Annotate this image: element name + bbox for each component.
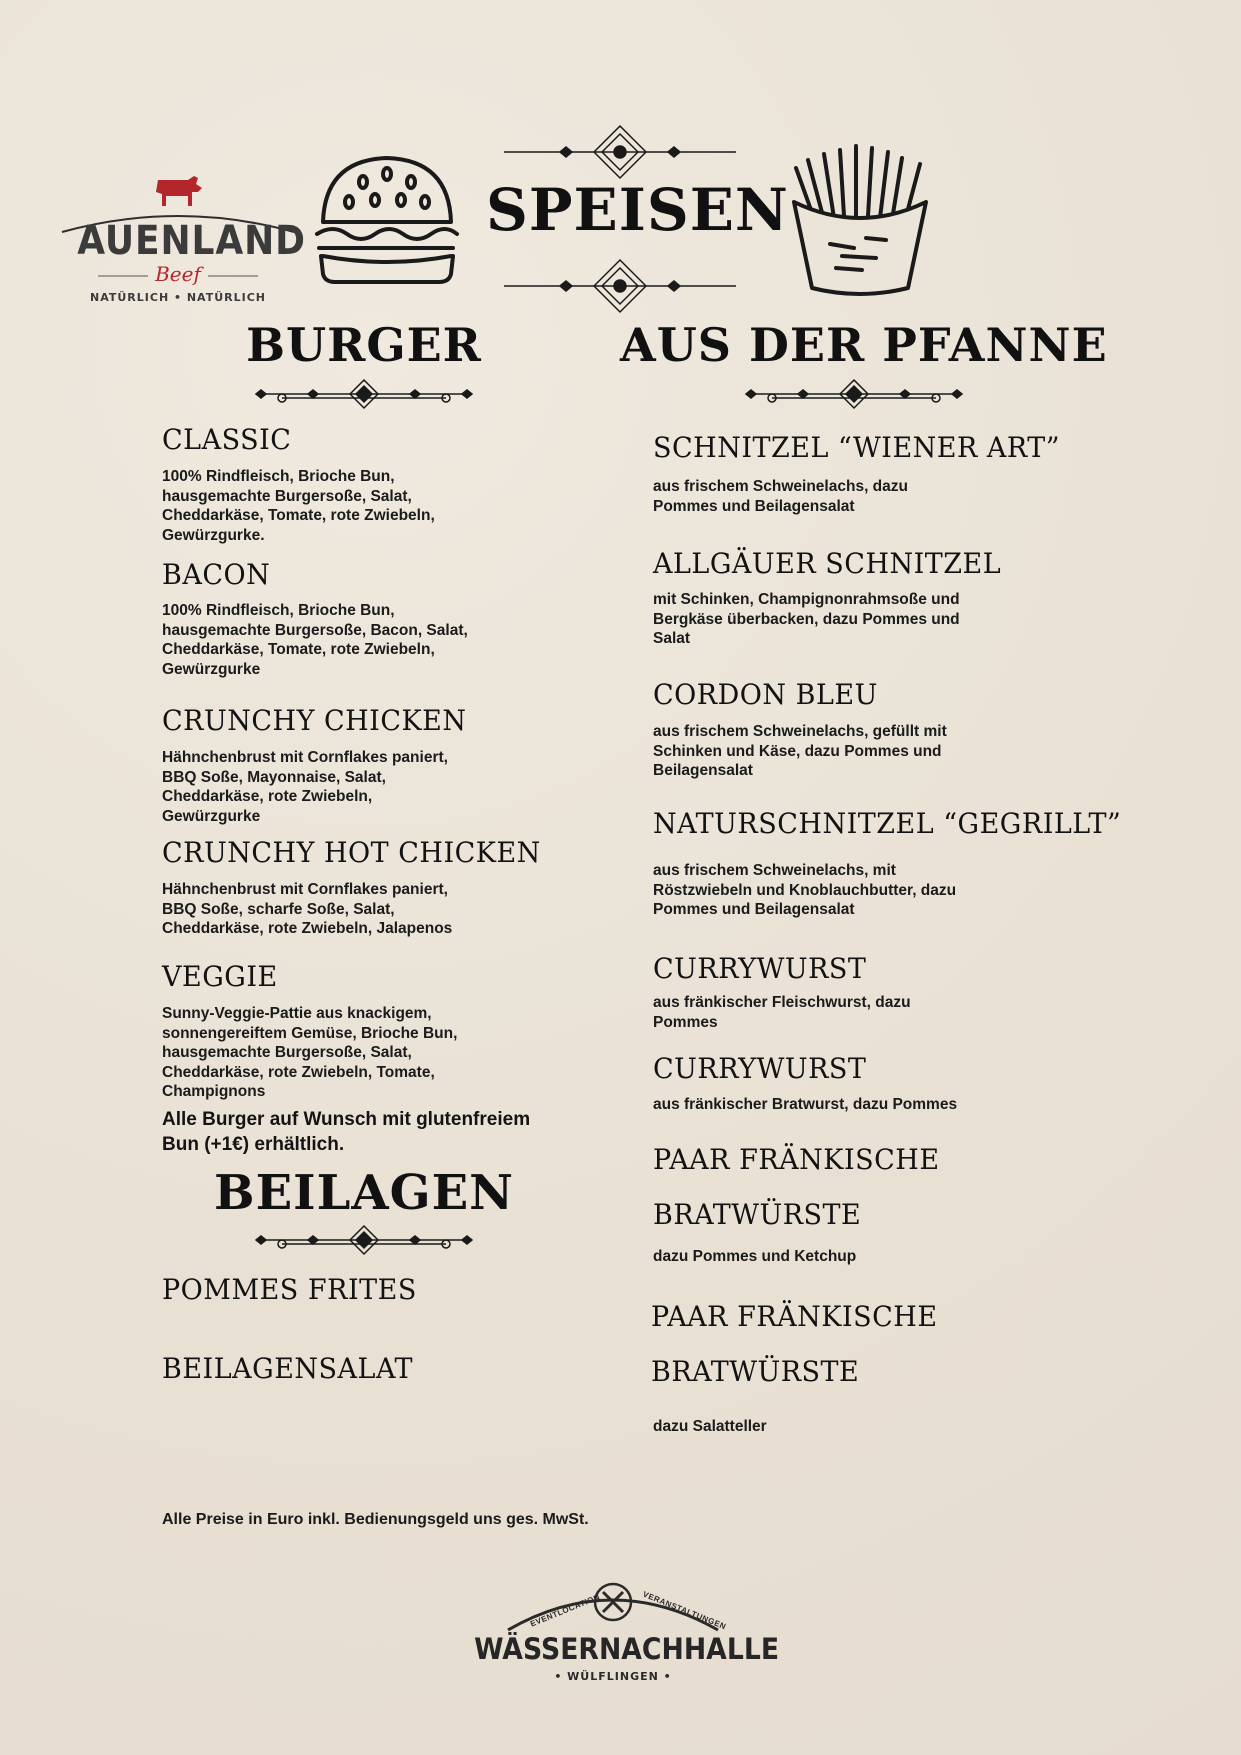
logo-place: • WÜLFLINGEN • xyxy=(554,1670,672,1683)
pfanne-item-desc: aus fränkischer Fleischwurst, dazu Pommes xyxy=(653,994,911,1031)
burger-ornament xyxy=(252,378,476,410)
burger-item-title: CLASSIC xyxy=(162,424,292,457)
pfanne-item-title: SCHNITZEL “WIENER ART” xyxy=(653,432,1061,465)
pfanne-item-desc: dazu Salatteller xyxy=(653,1418,767,1435)
gluten-free-note: Alle Burger auf Wunsch mit glutenfreiem Bun (+1€) erhältlich. xyxy=(162,1109,531,1155)
pfanne-item-title: CURRYWURST xyxy=(653,953,867,986)
price-note: Alle Preise in Euro inkl. Bedienungsgeld uns ges. MwSt. xyxy=(162,1511,589,1528)
pfanne-item-desc: dazu Pommes und Ketchup xyxy=(653,1248,857,1265)
pfanne-item-title: CURRYWURST xyxy=(653,1053,867,1086)
burger-item-title: CRUNCHY CHICKEN xyxy=(162,705,467,738)
burger-item-desc: Hähnchenbrust mit Cornflakes paniert, BBQ Soße, scharfe Soße, Salat, Cheddarkäse, rote Zwiebeln, Jalapenos xyxy=(162,881,453,937)
auenland-logo xyxy=(58,170,306,310)
burger-illustration-icon xyxy=(313,152,461,286)
pfanne-item-title: BRATWÜRSTE xyxy=(651,1356,860,1389)
logo-arc-right: VERANSTALTUNGEN xyxy=(641,1589,728,1632)
pfanne-item-title: PAAR FRÄNKISCHE xyxy=(651,1301,938,1334)
waessernachhalle-logo xyxy=(462,1572,780,1692)
logo-arc-left: EVENTLOCATION xyxy=(529,1592,602,1629)
pfanne-item-desc: aus frischem Schweinelachs, mit Röstzwiebeln und Knoblauchbutter, dazu Pommes und Beilagensalat xyxy=(653,862,957,918)
auenland-tagline: NATÜRLICH • NATÜRLICH xyxy=(90,291,266,304)
pfanne-item-desc: aus frischem Schweinelachs, dazu Pommes und Beilagensalat xyxy=(653,478,908,515)
pfanne-heading: AUS DER PFANNE xyxy=(620,318,1108,372)
page-title: SPEISEN xyxy=(486,176,789,244)
beilagen-ornament xyxy=(252,1224,476,1256)
burger-item-desc: Hähnchenbrust mit Cornflakes paniert, BBQ Soße, Mayonnaise, Salat, Cheddarkäse, rote Zwiebeln, Gewürzgurke xyxy=(162,749,448,825)
title-ornament-top xyxy=(500,124,740,180)
pfanne-ornament xyxy=(742,378,966,410)
side-dish-title: BEILAGENSALAT xyxy=(162,1353,414,1386)
auenland-sub: Beef xyxy=(155,262,201,286)
pfanne-item-desc: aus fränkischer Bratwurst, dazu Pommes xyxy=(653,1096,958,1113)
pfanne-item-desc: aus frischem Schweinelachs, gefüllt mit Schinken und Käse, dazu Pommes und Beilagensalat xyxy=(653,723,947,779)
burger-item-title: CRUNCHY HOT CHICKEN xyxy=(162,837,541,870)
auenland-name: AUENLAND xyxy=(77,218,306,264)
pfanne-item-title: NATURSCHNITZEL “GEGRILLT” xyxy=(653,808,1122,841)
logo-name: WÄSSERNACHHALLE xyxy=(474,1632,780,1666)
burger-item-desc: 100% Rindfleisch, Brioche Bun, hausgemachte Burgersoße, Salat, Cheddarkäse, Tomate, rote Zwiebeln, Gewürzgurke. xyxy=(162,468,435,544)
pfanne-item-title: PAAR FRÄNKISCHE xyxy=(653,1144,940,1177)
pfanne-item-title: BRATWÜRSTE xyxy=(653,1199,862,1232)
burger-item-title: BACON xyxy=(162,559,271,592)
pfanne-item-title: ALLGÄUER SCHNITZEL xyxy=(653,548,1002,581)
pfanne-item-title: CORDON BLEU xyxy=(653,679,878,712)
pfanne-item-desc: mit Schinken, Champignonrahmsoße und Bergkäse überbacken, dazu Pommes und Salat xyxy=(653,591,960,647)
beilagen-heading: BEILAGEN xyxy=(214,1165,515,1221)
burger-item-desc: 100% Rindfleisch, Brioche Bun, hausgemachte Burgersoße, Bacon, Salat, Cheddarkäse, Tomate, rote Zwiebeln, Gewürzgurke xyxy=(162,602,468,678)
burger-item-desc: Sunny-Veggie-Pattie aus knackigem, sonnengereiftem Gemüse, Brioche Bun, hausgemachte Burgersoße, Salat, Cheddarkäse, rote Zwiebeln, Tomate, Champignons xyxy=(162,1005,458,1100)
side-dish-title: POMMES FRITES xyxy=(162,1274,417,1307)
burger-heading: BURGER xyxy=(246,318,482,372)
title-ornament-bottom xyxy=(500,258,740,314)
fries-illustration-icon xyxy=(790,140,930,298)
burger-item-title: VEGGIE xyxy=(162,961,278,994)
